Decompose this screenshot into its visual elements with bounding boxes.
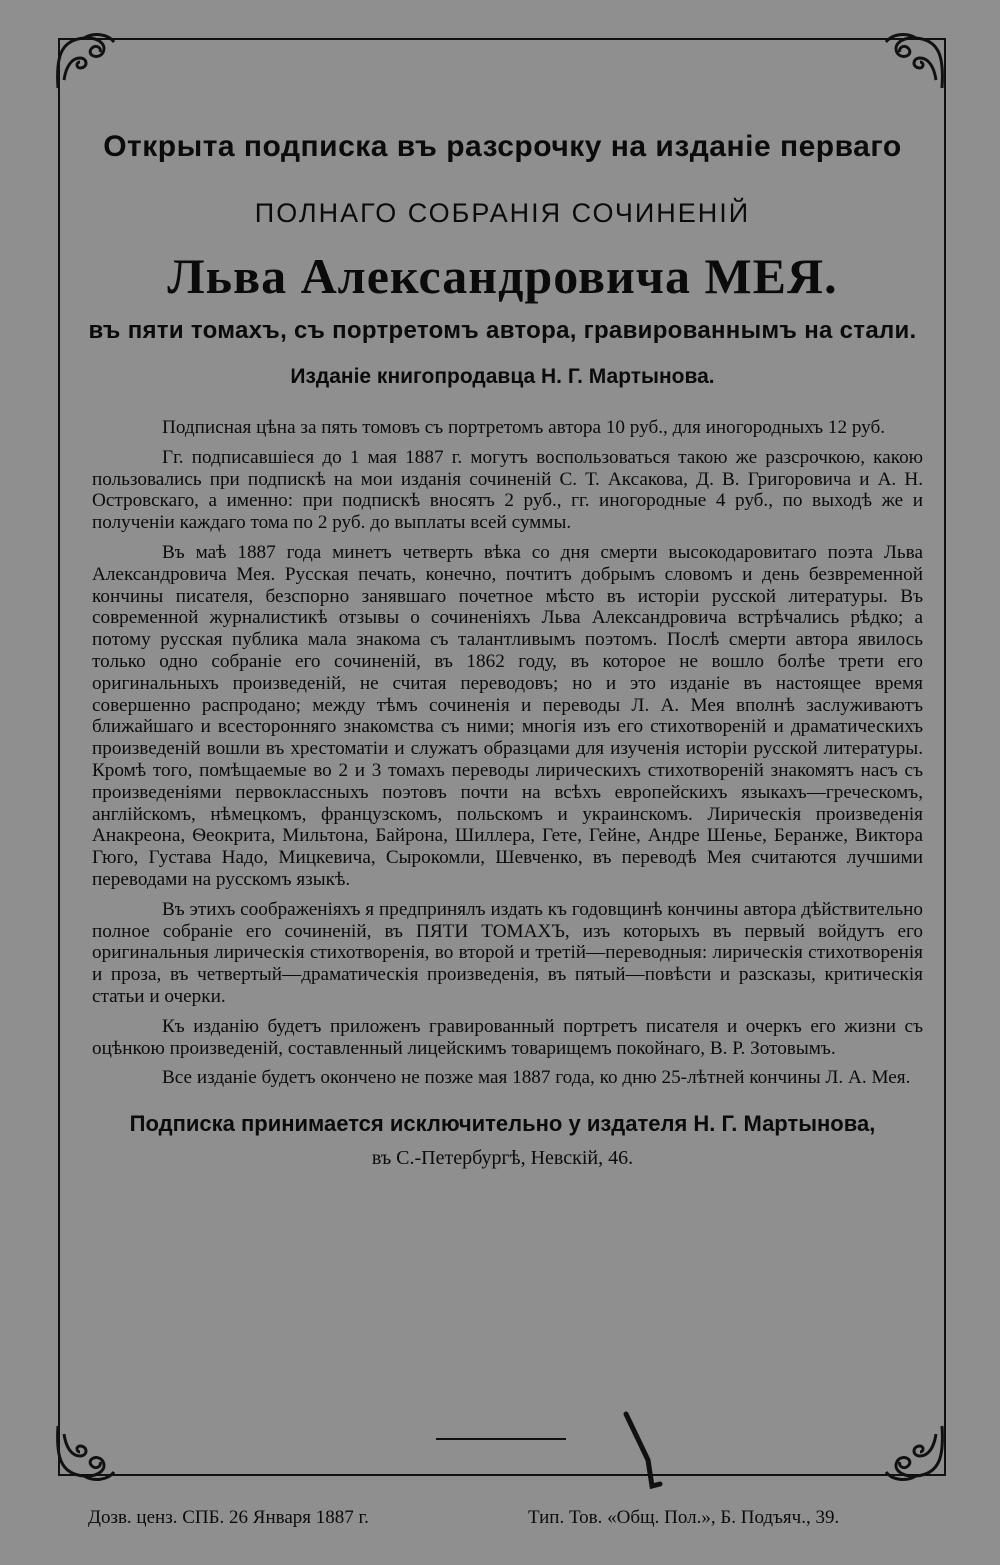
corner-ornament-icon	[880, 1416, 950, 1486]
censorship-note: Дозв. ценз. СПБ. 26 Января 1887 г.	[88, 1507, 369, 1528]
author-name: Льва Александровича МЕЯ.	[167, 248, 838, 304]
subscription-notice: Подписка принимается исключительно у издателя Н. Г. Мартынова,	[129, 1111, 876, 1137]
paragraph-price: Подписная цѣна за пять томовъ съ портретомъ автора 10 руб., для иногородныхъ 12 руб.	[162, 417, 886, 438]
corner-ornament-icon	[50, 28, 120, 98]
corner-ornament-icon	[50, 1416, 120, 1486]
body-text	[80, 417, 925, 1089]
printer-note: Тип. Тов. «Общ. Пол.», Б. Подъяч., 39.	[528, 1507, 840, 1528]
announcement	[80, 120, 925, 1170]
paragraph-about-author: Въ маѣ 1887 года минетъ четверть вѣка со дня смерти высокодаровитаго поэта Льва Александровича Мея. Русская печать, конечно, почтитъ добрымъ словомъ и день безвременной кончины писателя, безспорно занявшаго почетное мѣсто въ исторіи русской литературы. Въ современной журналистикѣ отзывы о сочиненіяхъ Льва Александровича встрѣчались рѣдко; а потому русская публика мала знакома съ талантливымъ поэтомъ. Послѣ смерти автора явилось только одно собраніе его сочиненій, въ 1862 году, въ которое не вошло болѣе трети его оригинальныхъ произведеній, не считая переводовъ; но и это изданіе въ настоящее время совершенно распродано; между тѣмъ сочиненія и переводы Л. А. Мея вполнѣ заслуживаютъ ближайшаго и всесторонняго знакомства съ ними; многія изъ его стихотвореній и драматическихъ произведеній вошли въ хрестоматіи и служатъ образцами для изученія исторіи русской литературы. Кромѣ того, помѣщаемые во 2 и 3 томахъ переводы лирическихъ стихотвореній знакомятъ насъ съ произведеніями первоклассныхъ поэтовъ почти на всѣхъ европейскихъ языкахъ—греческомъ, англійскомъ, нѣмецкомъ, французскомъ, польскомъ и украинскомъ. Лирическія произведенія Анакреона, Ѳеокрита, Мильтона, Байрона, Шиллера, Гете, Гейне, Андре Шенье, Беранже, Виктора Гюго, Густава Надо, Мицкевича, Сырокомли, Шевченко, въ переводѣ Мея считаются лучшими переводами на русскомъ языкѣ.	[92, 541, 923, 890]
announcement-heading: Открыта подписка въ разсрочку на изданіе перваго	[103, 130, 902, 163]
paragraph-contents: Въ этихъ соображеніяхъ я предпринялъ издать къ годовщинѣ кончины автора дѣйствительно полное собраніе его сочиненій, въ ПЯТИ ТОМАХЪ, изъ которыхъ въ первый войдутъ его оригинальныя лирическія стихотворенія, во второй и третій—переводныя: лирическія стихотворенія и проза, въ четвертый—драматическія произведенія, въ пятый—повѣсти и разсказы, критическія статьи и очерки.	[92, 898, 923, 1007]
corner-ornament-icon	[880, 28, 950, 98]
publisher-address: въ С.-Петербургѣ, Невскій, 46.	[371, 1147, 634, 1170]
paragraph-portrait: Къ изданію будетъ приложенъ гравированный портретъ писателя и очеркъ его жизни съ оцѣнкою произведеній, составленный лицейскимъ товарищемъ покойнаго, В. Р. Зотовымъ.	[92, 1015, 923, 1059]
publisher-line: Изданіе книгопродавца Н. Г. Мартынова.	[290, 365, 715, 388]
collection-title: ПОЛНАГО СОБРАНІЯ СОЧИНЕНІЙ	[254, 198, 751, 228]
paragraph-installments: Гг. подписавшіеся до 1 мая 1887 г. могутъ воспользоваться такою же разсрочкою, какою пользовались при подпискѣ на мои изданія сочиненій С. Т. Аксакова, Д. В. Григоровича и А. Н. Островскаго, а именно: при подпискѣ вносятъ 2 руб., гг. иногородные 4 руб., по выходѣ же и полученіи каждаго тома по 2 руб. до выплаты всей суммы.	[92, 446, 923, 534]
volumes-subtitle: въ пяти томахъ, съ портретомъ автора, гравированнымъ на стали.	[88, 317, 917, 344]
ink-stroke-icon	[618, 1410, 678, 1490]
divider-rule	[436, 1438, 566, 1440]
paragraph-deadline: Все изданіе будетъ окончено не позже мая 1887 года, ко дню 25-лѣтней кончины Л. А. Мея.	[162, 1067, 911, 1089]
